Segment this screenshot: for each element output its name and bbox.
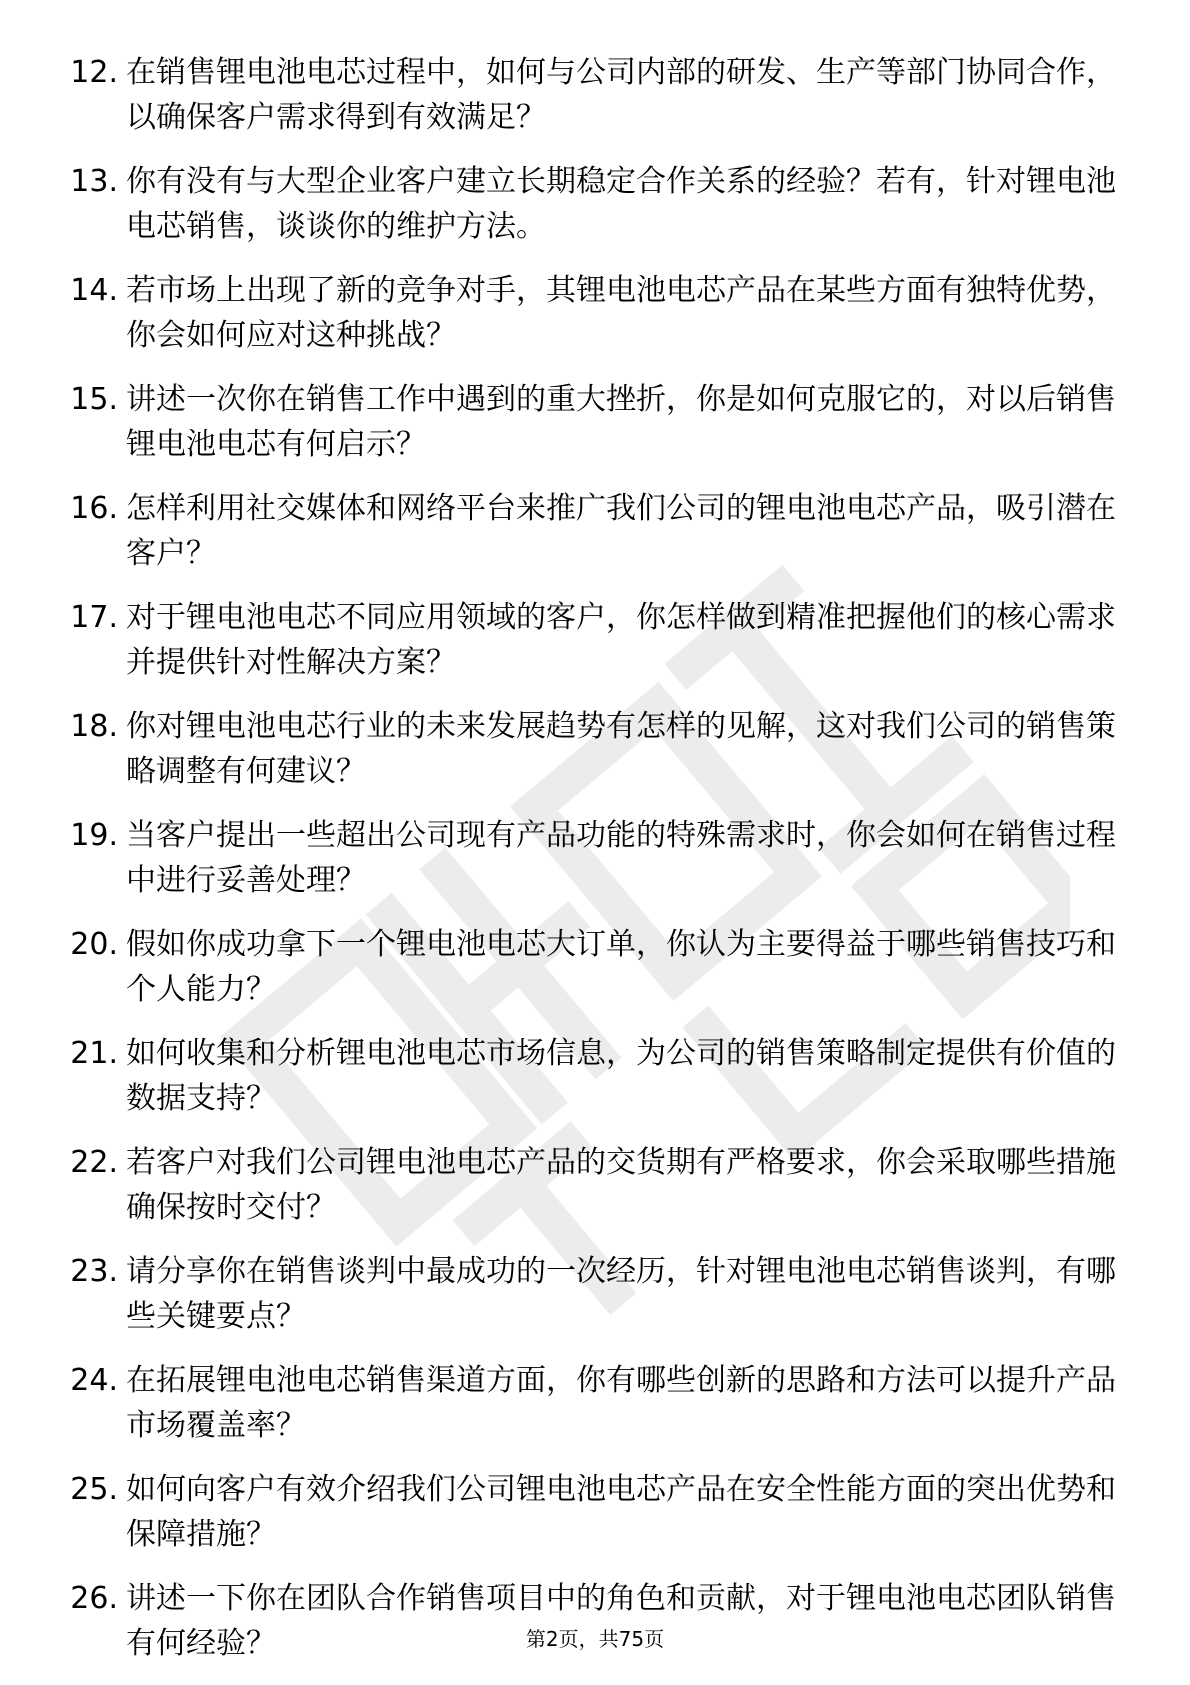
question-list — [62, 50, 1127, 1685]
question-text: 当客户提出一些超出公司现有产品功能的特殊需求时，你会如何在销售过程中进行妥善处理？ — [126, 818, 1116, 898]
question-number: 22. — [70, 1145, 118, 1180]
question-text: 你对锂电池电芯行业的未来发展趋势有怎样的见解，这对我们公司的销售策略调整有何建议？ — [126, 709, 1116, 789]
list-item — [62, 1031, 1127, 1121]
question-text: 讲述一下你在团队合作销售项目中的角色和贡献，对于锂电池电芯团队销售有何经验？ — [126, 1581, 1116, 1661]
question-number: 14. — [70, 273, 118, 308]
list-item — [62, 704, 1127, 794]
list-item — [62, 922, 1127, 1012]
question-number: 23. — [70, 1254, 118, 1289]
page-footer — [0, 1624, 1190, 1654]
question-text: 怎样利用社交媒体和网络平台来推广我们公司的锂电池电芯产品，吸引潜在客户？ — [126, 491, 1116, 571]
list-item — [62, 813, 1127, 903]
question-number: 16. — [70, 491, 118, 526]
question-text: 假如你成功拿下一个锂电池电芯大订单，你认为主要得益于哪些销售技巧和个人能力？ — [126, 927, 1116, 1007]
question-number: 17. — [70, 600, 118, 635]
list-item — [62, 268, 1127, 358]
question-text: 在销售锂电池电芯过程中，如何与公司内部的研发、生产等部门协同合作，以确保客户需求得到有效满足？ — [126, 55, 1116, 135]
list-item — [62, 1249, 1127, 1339]
question-number: 24. — [70, 1363, 118, 1398]
question-number: 20. — [70, 927, 118, 962]
question-number: 18. — [70, 709, 118, 744]
list-item — [62, 159, 1127, 249]
question-text: 如何向客户有效介绍我们公司锂电池电芯产品在安全性能方面的突出优势和保障措施？ — [126, 1472, 1116, 1552]
question-number: 19. — [70, 818, 118, 853]
question-text: 你有没有与大型企业客户建立长期稳定合作关系的经验？若有，针对锂电池电芯销售，谈谈你的维护方法。 — [126, 164, 1116, 244]
question-text: 讲述一次你在销售工作中遇到的重大挫折，你是如何克服它的，对以后销售锂电池电芯有何启示？ — [126, 382, 1116, 462]
question-number: 13. — [70, 164, 118, 199]
question-text: 若市场上出现了新的竞争对手，其锂电池电芯产品在某些方面有独特优势，你会如何应对这种挑战？ — [126, 273, 1116, 353]
list-item — [62, 50, 1127, 140]
list-item — [62, 377, 1127, 467]
question-number: 12. — [70, 55, 118, 90]
list-item — [62, 486, 1127, 576]
question-number: 21. — [70, 1036, 118, 1071]
question-text: 对于锂电池电芯不同应用领域的客户，你怎样做到精准把握他们的核心需求并提供针对性解决方案？ — [126, 600, 1116, 680]
question-text: 如何收集和分析锂电池电芯市场信息，为公司的销售策略制定提供有价值的数据支持？ — [126, 1036, 1116, 1116]
list-item — [62, 595, 1127, 685]
list-item — [62, 1358, 1127, 1448]
question-text: 请分享你在销售谈判中最成功的一次经历，针对锂电池电芯销售谈判，有哪些关键要点？ — [126, 1254, 1116, 1334]
question-number: 15. — [70, 382, 118, 417]
list-item — [62, 1467, 1127, 1557]
question-text: 在拓展锂电池电芯销售渠道方面，你有哪些创新的思路和方法可以提升产品市场覆盖率？ — [126, 1363, 1116, 1443]
question-number: 26. — [70, 1581, 118, 1616]
question-text: 若客户对我们公司锂电池电芯产品的交货期有严格要求，你会采取哪些措施确保按时交付？ — [126, 1145, 1116, 1225]
question-number: 25. — [70, 1472, 118, 1507]
page-number-label: 第2页，共75页 — [525, 1627, 665, 1651]
list-item — [62, 1140, 1127, 1230]
